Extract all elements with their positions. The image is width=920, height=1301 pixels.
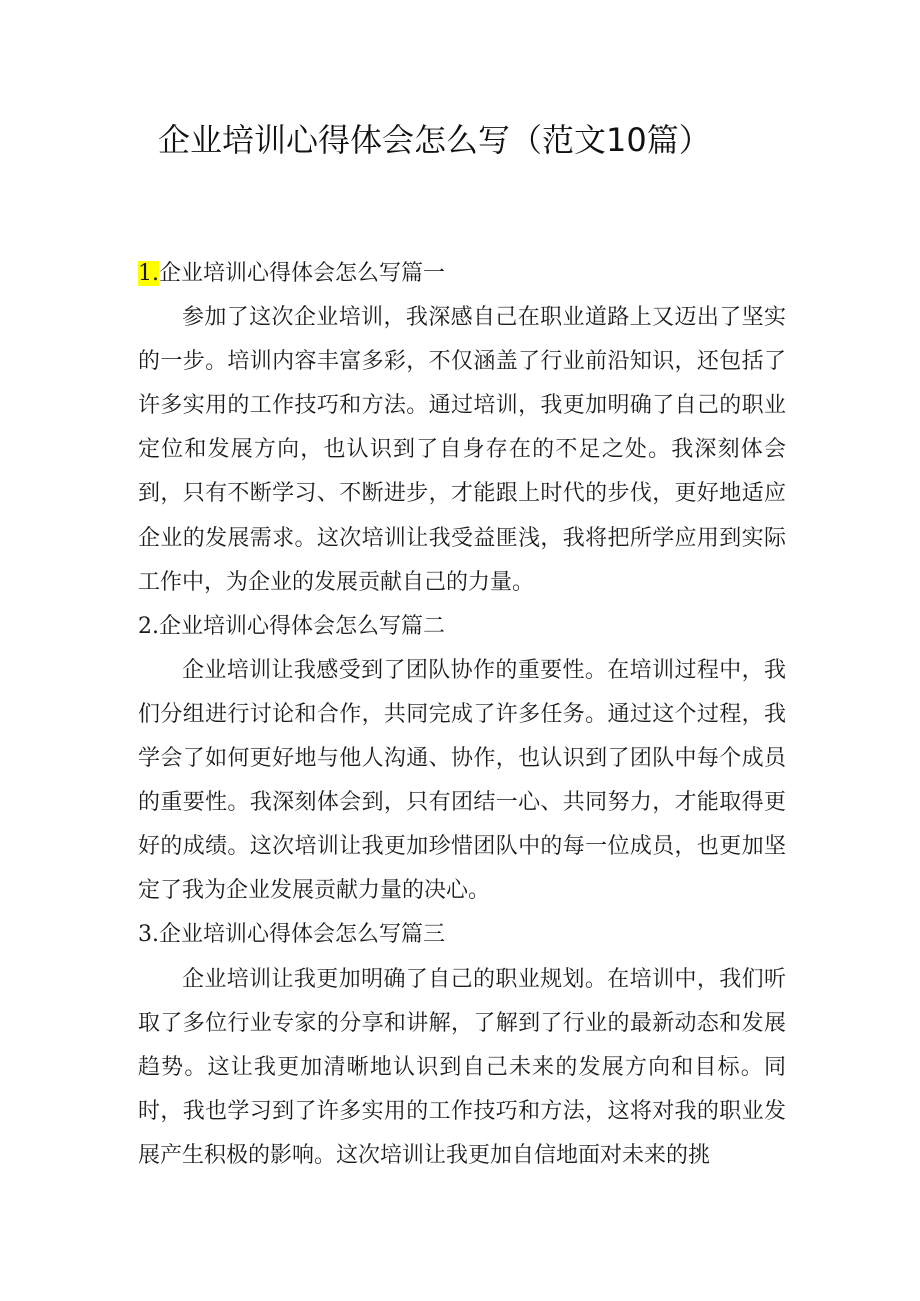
section-heading xyxy=(138,605,786,649)
section-2 xyxy=(138,605,786,914)
section-heading-text: .企业培训心得体会怎么写篇三 xyxy=(152,922,445,948)
section-paragraph: 企业培训让我感受到了团队协作的重要性。在培训过程中，我们分组进行讨论和合作，共同完成了许多任务。通过这个过程，我学会了如何更好地与他人沟通、协作，也认识到了团队中每个成员的重要性。我深刻体会到，只有团结一心、共同努力，才能取得更好的成绩。这次培训让我更加珍惜团队中的每一位成员，也更加坚定了我为企业发展贡献力量的决心。 xyxy=(138,657,786,904)
section-paragraph: 参加了这次企业培训，我深感自己在职业道路上又迈出了坚实的一步。培训内容丰富多彩，不仅涵盖了行业前沿知识，还包括了许多实用的工作技巧和方法。通过培训，我更加明确了自己的职业定位和发展方向，也认识到了自身存在的不足之处。我深刻体会到，只有不断学习、不断进步，才能跟上时代的步伐，更好地适应企业的发展需求。这次培训让我受益匪浅，我将把所学应用到实际工作中，为企业的发展贡献自己的力量。 xyxy=(138,305,786,595)
section-paragraph: 企业培训让我更加明确了自己的职业规划。在培训中，我们听取了多位行业专家的分享和讲解，了解到了行业的最新动态和发展趋势。这让我更加清晰地认识到自己未来的发展方向和目标。同时，我也学习到了许多实用的工作技巧和方法，这将对我的职业发展产生积极的影响。这次培训让我更加自信地面对未来的挑 xyxy=(138,966,786,1168)
section-heading xyxy=(138,913,786,957)
section-heading-text: .企业培训心得体会怎么写篇二 xyxy=(152,613,445,639)
section-3 xyxy=(138,913,786,1178)
section-number-highlight: 1. xyxy=(138,261,159,286)
document-body xyxy=(138,252,786,1178)
document-title: 企业培训心得体会怎么写（范文10篇） xyxy=(158,121,711,159)
section-heading-text: 企业培训心得体会怎么写篇一 xyxy=(159,261,446,286)
section-1 xyxy=(138,252,786,605)
section-number: 2 xyxy=(138,613,152,639)
section-heading xyxy=(138,252,786,296)
section-number: 3 xyxy=(138,922,152,948)
